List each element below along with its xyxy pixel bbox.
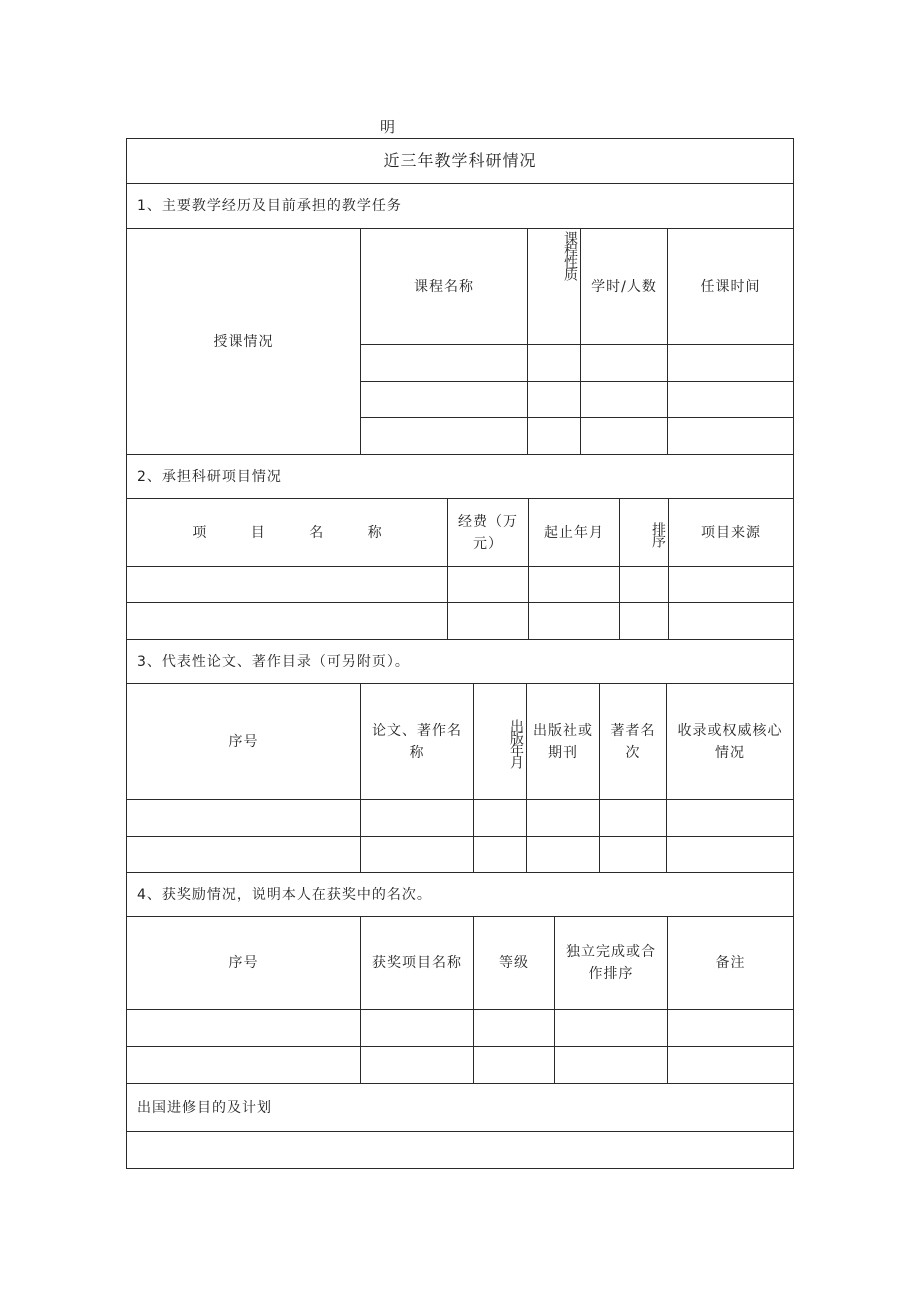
s5-cell[interactable]: [126, 1131, 794, 1169]
s2-header-period: 起止年月: [528, 498, 619, 566]
s3-cell[interactable]: [666, 836, 794, 872]
s1-cell[interactable]: [527, 417, 580, 454]
s4-cell[interactable]: [360, 1009, 473, 1046]
s1-cell[interactable]: [527, 381, 580, 417]
s3-cell[interactable]: [360, 836, 473, 872]
s2-cell[interactable]: [447, 566, 528, 602]
s4-header-award-name: 获奖项目名称: [360, 916, 473, 1009]
s1-cell[interactable]: [667, 381, 794, 417]
s4-header-completion: 独立完成或合作排序: [554, 916, 667, 1009]
s4-cell[interactable]: [473, 1046, 554, 1083]
s2-cell[interactable]: [619, 602, 668, 639]
s4-header-no: 序号: [126, 916, 360, 1009]
s4-cell[interactable]: [360, 1046, 473, 1083]
s1-cell[interactable]: [360, 344, 527, 381]
s2-cell[interactable]: [619, 566, 668, 602]
s4-cell[interactable]: [554, 1009, 667, 1046]
s1-cell[interactable]: [360, 417, 527, 454]
s2-cell[interactable]: [528, 602, 619, 639]
s3-cell[interactable]: [126, 836, 360, 872]
s4-cell[interactable]: [126, 1009, 360, 1046]
s3-header-title: 论文、著作名称: [360, 683, 473, 799]
s3-cell[interactable]: [526, 836, 599, 872]
s3-cell[interactable]: [666, 799, 794, 836]
s4-cell[interactable]: [667, 1046, 794, 1083]
s3-header-no: 序号: [126, 683, 360, 799]
s2-cell[interactable]: [528, 566, 619, 602]
s3-cell[interactable]: [360, 799, 473, 836]
s3-header-publisher: 出版社或期刊: [526, 683, 599, 799]
section1-heading: 1、主要教学经历及目前承担的教学任务: [126, 183, 794, 228]
s3-cell[interactable]: [126, 799, 360, 836]
s1-cell[interactable]: [360, 381, 527, 417]
s2-cell[interactable]: [126, 602, 447, 639]
preceding-text: 明: [380, 118, 396, 136]
s1-cell[interactable]: [580, 381, 667, 417]
s1-header-course-name: 课程名称: [360, 228, 527, 344]
s2-header-rank: 排序: [619, 498, 668, 566]
s1-cell[interactable]: [527, 344, 580, 381]
s2-cell[interactable]: [126, 566, 447, 602]
s3-cell[interactable]: [599, 836, 666, 872]
s1-header-hours: 学时/人数: [580, 228, 667, 344]
s1-cell[interactable]: [667, 417, 794, 454]
s3-cell[interactable]: [599, 799, 666, 836]
s2-header-funding: 经费（万元）: [447, 498, 528, 566]
section2-heading: 2、承担科研项目情况: [126, 454, 794, 498]
s4-cell[interactable]: [126, 1046, 360, 1083]
s3-cell[interactable]: [526, 799, 599, 836]
s2-cell[interactable]: [668, 566, 794, 602]
s1-header-time: 任课时间: [667, 228, 794, 344]
s4-cell[interactable]: [554, 1046, 667, 1083]
s1-cell[interactable]: [580, 344, 667, 381]
s3-header-indexing: 收录或权威核心情况: [666, 683, 794, 799]
s3-cell[interactable]: [473, 836, 526, 872]
teaching-research-form: [126, 138, 794, 1169]
s2-header-source: 项目来源: [668, 498, 794, 566]
section5-heading: 出国进修目的及计划: [126, 1083, 794, 1131]
s4-header-remarks: 备注: [667, 916, 794, 1009]
s3-header-author-rank: 著者名次: [599, 683, 666, 799]
s1-header-course-type: 课程性质: [527, 228, 580, 344]
s3-cell[interactable]: [473, 799, 526, 836]
section3-heading: 3、代表性论文、著作目录（可另附页）。: [126, 639, 794, 683]
s2-cell[interactable]: [447, 602, 528, 639]
s1-cell[interactable]: [667, 344, 794, 381]
s2-cell[interactable]: [668, 602, 794, 639]
form-title: 近三年教学科研情况: [126, 138, 794, 183]
section4-heading: 4、获奖励情况，说明本人在获奖中的名次。: [126, 872, 794, 916]
s2-header-project-name: 项 目 名 称: [126, 498, 447, 566]
teaching-row-label: 授课情况: [126, 228, 360, 454]
s4-cell[interactable]: [667, 1009, 794, 1046]
s1-cell[interactable]: [580, 417, 667, 454]
s3-header-pub-date: 出版年月: [473, 683, 526, 799]
s4-header-level: 等级: [473, 916, 554, 1009]
s4-cell[interactable]: [473, 1009, 554, 1046]
